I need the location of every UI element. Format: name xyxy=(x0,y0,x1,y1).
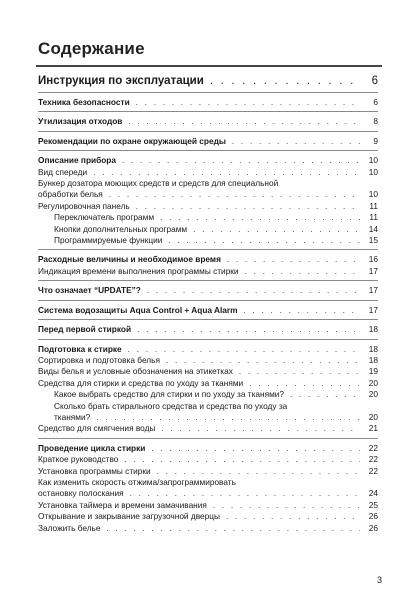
toc-entry-page: 21 xyxy=(368,423,378,434)
toc-leader-dots xyxy=(161,423,360,434)
toc-leader-dots xyxy=(244,305,360,316)
toc-entry-page: 18 xyxy=(368,324,378,335)
table-of-contents xyxy=(38,72,378,534)
toc-entry[interactable] xyxy=(38,212,378,223)
toc-entry[interactable] xyxy=(38,189,378,200)
toc-entry-label: остановку полоскания xyxy=(38,488,124,499)
toc-entry[interactable] xyxy=(38,344,378,355)
section-divider xyxy=(38,131,378,132)
toc-leader-dots xyxy=(136,201,360,212)
toc-entry[interactable] xyxy=(38,401,378,412)
toc-entry-page: 6 xyxy=(373,97,378,107)
toc-leader-dots xyxy=(130,488,360,499)
toc-entry-label: Виды белья и условные обозначения на этикетках xyxy=(38,366,233,377)
toc-leader-dots xyxy=(249,378,360,389)
section-divider xyxy=(38,438,378,439)
section-divider xyxy=(38,92,378,93)
toc-leader-dots xyxy=(166,355,360,366)
toc-entry[interactable] xyxy=(38,254,378,265)
toc-leader-dots xyxy=(122,155,360,166)
toc-leader-dots xyxy=(210,73,360,89)
toc-entry-label: Система водозащиты Aqua Control + Aqua Alarm xyxy=(38,304,238,315)
toc-entry[interactable] xyxy=(38,511,378,522)
toc-entry-page: 10 xyxy=(368,155,378,166)
toc-entry-page: 11 xyxy=(369,212,378,223)
toc-entry[interactable] xyxy=(38,285,378,296)
toc-entry[interactable] xyxy=(38,412,378,423)
toc-entry[interactable] xyxy=(38,73,378,89)
toc-entry-page: 20 xyxy=(368,411,378,422)
toc-leader-dots xyxy=(245,266,360,277)
toc-entry-label: Заложить белье xyxy=(38,522,101,533)
toc-entry-label: Средство для смягчения воды xyxy=(38,423,156,434)
toc-entry-label: Сколько брать стирального средства и средства по уходу за xyxy=(54,400,288,411)
toc-entry[interactable] xyxy=(38,324,378,335)
toc-entry-label: Инструкция по эксплуатации xyxy=(38,75,204,87)
toc-entry[interactable] xyxy=(38,97,378,108)
section-divider xyxy=(38,150,378,151)
toc-entry-page: 22 xyxy=(368,465,378,476)
toc-leader-dots xyxy=(160,212,360,223)
toc-entry-page: 25 xyxy=(368,499,378,510)
toc-entry[interactable] xyxy=(38,500,378,511)
toc-entry-page: 26 xyxy=(368,511,378,522)
toc-leader-dots xyxy=(290,389,360,400)
toc-leader-dots xyxy=(136,97,360,108)
toc-entry-page: 14 xyxy=(368,223,378,234)
toc-entry-label: Описание прибора xyxy=(38,155,116,166)
toc-entry-label: Проведение цикла стирки xyxy=(38,442,146,453)
toc-entry[interactable] xyxy=(38,224,378,235)
toc-entry-page: 18 xyxy=(368,343,378,354)
toc-entry-page: 9 xyxy=(373,135,378,146)
toc-entry[interactable] xyxy=(38,443,378,454)
section-divider xyxy=(38,339,378,340)
toc-entry[interactable] xyxy=(38,366,378,377)
toc-entry-label: Какое выбрать средство для стирки и по уходу за тканями? xyxy=(54,389,285,400)
toc-entry[interactable] xyxy=(38,178,378,189)
toc-leader-dots xyxy=(232,136,360,147)
toc-entry-label: Регулировочная панель xyxy=(38,200,130,211)
toc-entry-label: Средства для стирки и средства по уходу за тканями xyxy=(38,377,244,388)
toc-leader-dots xyxy=(193,224,360,235)
toc-entry-label: Что означает “UPDATE”? xyxy=(38,285,141,296)
toc-entry-page: 20 xyxy=(368,377,378,388)
toc-entry[interactable] xyxy=(38,201,378,212)
toc-entry-label: Расходные величины и необходимое время xyxy=(38,254,221,265)
toc-leader-dots xyxy=(128,344,360,355)
toc-entry-label: Рекомендации по охране окружающей среды xyxy=(38,135,226,146)
toc-leader-dots xyxy=(239,366,360,377)
toc-entry[interactable] xyxy=(38,155,378,166)
toc-leader-dots xyxy=(147,285,360,296)
toc-entry[interactable] xyxy=(38,423,378,434)
toc-entry[interactable] xyxy=(38,355,378,366)
toc-leader-dots xyxy=(213,500,360,511)
toc-entry[interactable] xyxy=(38,167,378,178)
toc-entry-page: 22 xyxy=(368,442,378,453)
toc-leader-dots xyxy=(157,466,360,477)
toc-entry[interactable] xyxy=(38,266,378,277)
toc-entry[interactable] xyxy=(38,523,378,534)
page-number: 3 xyxy=(376,575,382,585)
toc-entry-page: 19 xyxy=(368,366,378,377)
toc-entry-label: Бункер дозатора моющих средств и средств для специальной xyxy=(38,178,279,189)
toc-entry-page: 26 xyxy=(368,522,378,533)
toc-entry-label: Утилизация отходов xyxy=(38,116,123,127)
toc-entry-label: Программируемые функции xyxy=(54,235,163,246)
toc-entry-page: 11 xyxy=(369,200,378,211)
toc-entry-page: 18 xyxy=(368,354,378,365)
toc-entry-page: 8 xyxy=(373,116,378,127)
toc-entry[interactable] xyxy=(38,235,378,246)
toc-entry[interactable] xyxy=(38,466,378,477)
section-divider xyxy=(38,111,378,112)
section-divider xyxy=(38,319,378,320)
toc-entry-page: 10 xyxy=(368,166,378,177)
toc-leader-dots xyxy=(96,412,360,423)
toc-entry-page: 10 xyxy=(368,189,378,200)
toc-entry[interactable] xyxy=(38,477,378,488)
toc-leader-dots xyxy=(168,235,360,246)
toc-leader-dots xyxy=(227,254,360,265)
title-divider xyxy=(36,65,382,67)
toc-leader-dots xyxy=(128,116,360,127)
toc-entry-label: Кнопки дополнительных программ xyxy=(54,223,188,234)
toc-entry-label: тканями? xyxy=(54,411,91,422)
toc-entry-label: Индикация времени выполнения программы стирки xyxy=(38,265,239,276)
toc-leader-dots xyxy=(226,511,360,522)
toc-entry[interactable] xyxy=(38,454,378,465)
toc-entry[interactable] xyxy=(38,136,378,147)
toc-entry-page: 6 xyxy=(371,75,378,87)
toc-entry-page: 17 xyxy=(368,304,378,315)
toc-entry-label: обработки белья xyxy=(38,189,103,200)
toc-entry-page: 15 xyxy=(368,235,378,246)
toc-entry-label: Переключатель программ xyxy=(54,212,155,223)
toc-entry-label: Установка программы стирки xyxy=(38,465,151,476)
toc-entry-label: Краткое руководство xyxy=(38,454,119,465)
toc-entry[interactable] xyxy=(38,488,378,499)
toc-entry-label: Сортировка и подготовка белья xyxy=(38,354,160,365)
section-divider xyxy=(38,300,378,301)
toc-entry-page: 20 xyxy=(368,389,378,400)
toc-entry-page: 22 xyxy=(368,454,378,465)
toc-entry-label: Установка таймера и времени замачивания xyxy=(38,499,207,510)
toc-leader-dots xyxy=(137,324,360,335)
section-divider xyxy=(38,280,378,281)
toc-entry[interactable] xyxy=(38,389,378,400)
section-divider xyxy=(38,249,378,250)
toc-entry-label: Техника безопасности xyxy=(38,97,130,107)
toc-leader-dots xyxy=(93,167,360,178)
toc-leader-dots xyxy=(151,443,360,454)
toc-entry-label: Вид спереди xyxy=(38,166,88,177)
toc-entry-page: 16 xyxy=(368,254,378,265)
toc-entry-page: 24 xyxy=(368,488,378,499)
page-title: Содержание xyxy=(38,39,145,58)
toc-entry-page: 17 xyxy=(368,285,378,296)
toc-entry[interactable] xyxy=(38,305,378,316)
toc-entry[interactable] xyxy=(38,378,378,389)
toc-entry-label: Перед первой стиркой xyxy=(38,324,132,335)
toc-entry-label: Подготовка к стирке xyxy=(38,343,122,354)
toc-entry-page: 17 xyxy=(368,265,378,276)
toc-entry-label: Открывание и закрывание загрузочной дверцы xyxy=(38,511,220,522)
toc-entry[interactable] xyxy=(38,116,378,127)
toc-leader-dots xyxy=(124,454,360,465)
toc-entry-label: Как изменить скорость отжима/запрограммировать xyxy=(38,476,236,487)
toc-leader-dots xyxy=(109,189,360,200)
toc-leader-dots xyxy=(106,523,360,534)
